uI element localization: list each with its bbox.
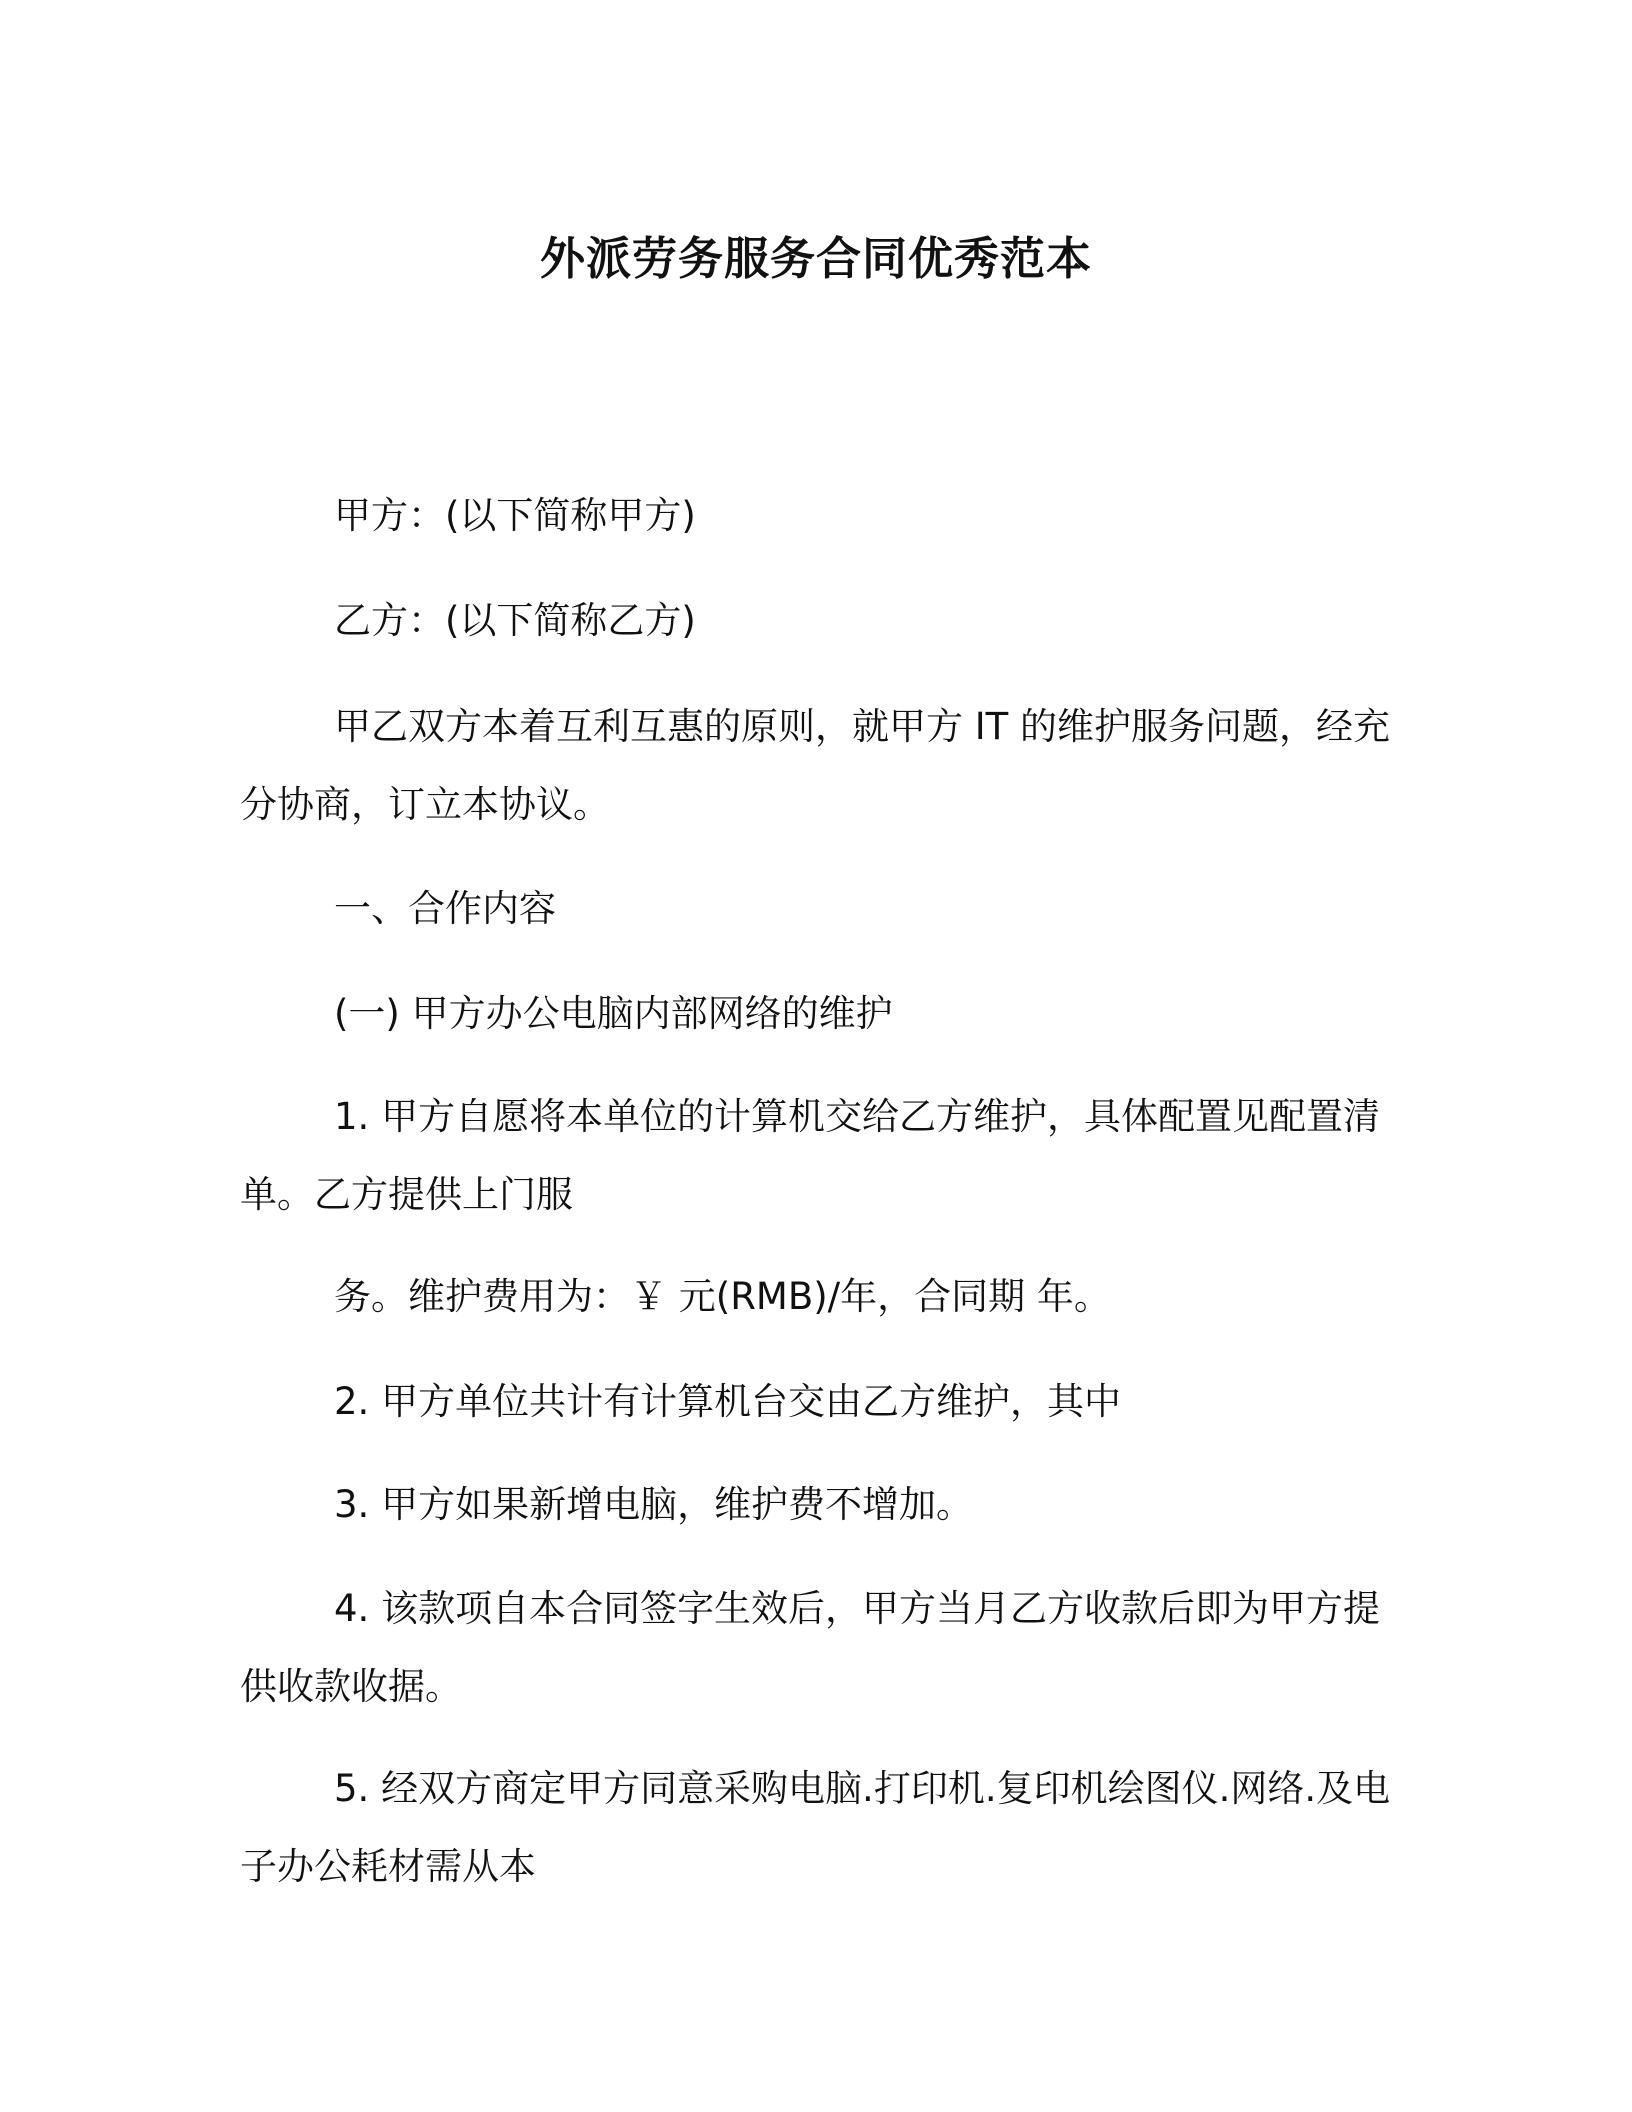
clause-5: 5. 经双方商定甲方同意采购电脑.打印机.复印机绘图仪.网络.及电子办公耗材需从本 — [240, 1767, 1391, 1888]
paragraph-preamble: 甲乙双方本着互利互惠的原则，就甲方 IT 的维护服务问题，经充分协商，订立本协议。 — [240, 705, 1391, 826]
paragraph-party-b: 乙方：(以下简称乙方) — [334, 599, 696, 642]
clause-2: 2. 甲方单位共计有计算机台交由乙方维护，其中 — [334, 1380, 1122, 1423]
heading-cooperation-content: 一、合作内容 — [334, 887, 556, 930]
clause-3: 3. 甲方如果新增电脑，维护费不增加。 — [334, 1483, 974, 1526]
document-title: 外派劳务服务合同优秀范本 — [539, 232, 1092, 285]
clause-4: 4. 该款项自本合同签字生效后，甲方当月乙方收款后即为甲方提供收款收据。 — [240, 1587, 1381, 1708]
clause-1-continued: 务。维护费用为：￥ 元(RMB)/年，合同期 年。 — [334, 1275, 1111, 1318]
clause-1: 1. 甲方自愿将本单位的计算机交给乙方维护，具体配置见配置清单。乙方提供上门服 — [240, 1095, 1381, 1216]
paragraph-party-a: 甲方：(以下简称甲方) — [334, 494, 696, 537]
subheading-network-maintenance: (一) 甲方办公电脑内部网络的维护 — [334, 992, 893, 1035]
